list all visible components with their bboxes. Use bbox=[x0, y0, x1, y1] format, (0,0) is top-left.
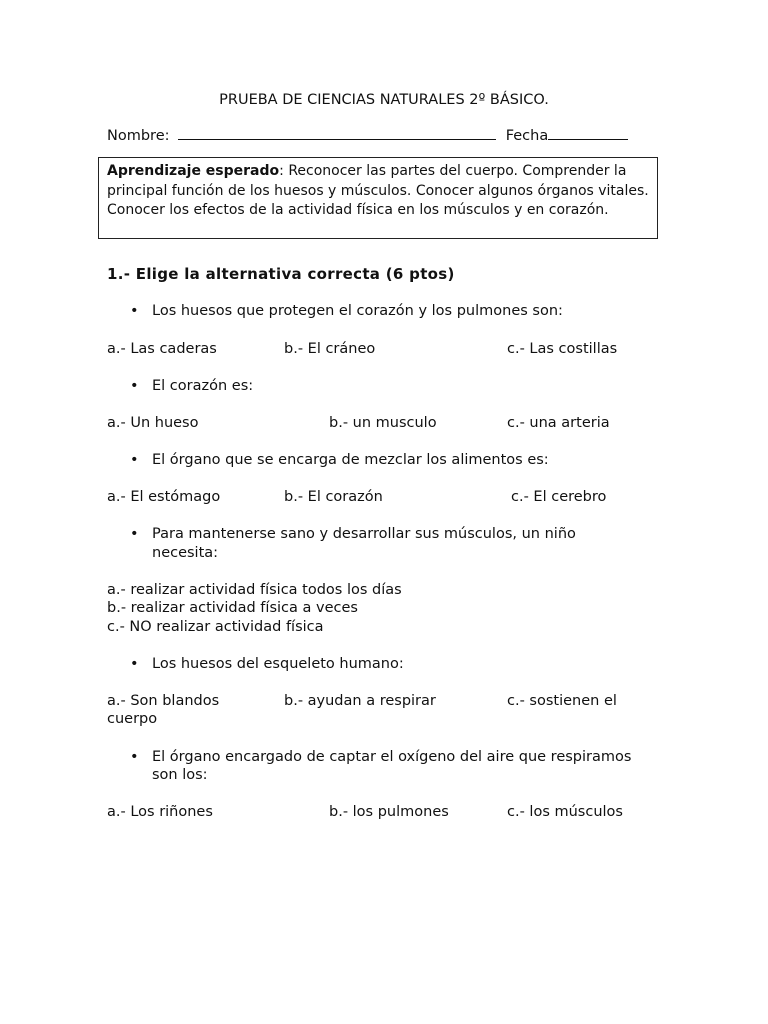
expected-learning-body: : Reconocer las partes del cuerpo. Comprender la principal función de los huesos y músculos. Conocer algunos órganos vitales. Conocer los efectos de la actividad física en los músculos y en corazón. bbox=[107, 163, 649, 218]
question-1-option-b: b.- El cráneo bbox=[284, 341, 376, 357]
name-label: Nombre: bbox=[107, 128, 170, 144]
date-label: Fecha bbox=[505, 128, 549, 144]
question-3-option-b: b.- El corazón bbox=[284, 489, 383, 505]
bullet-icon: • bbox=[130, 526, 139, 542]
question-5-option-c-cont: cuerpo bbox=[107, 711, 158, 727]
question-2-text: El corazón es: bbox=[152, 378, 254, 394]
question-5-option-a: a.- Son blandos bbox=[107, 693, 220, 709]
section-heading: 1.- Elige la alternativa correcta (6 ptos) bbox=[107, 265, 455, 283]
name-date-line bbox=[107, 126, 628, 145]
date-blank[interactable] bbox=[548, 126, 628, 140]
bullet-icon: • bbox=[130, 656, 139, 672]
question-6-option-a: a.- Los riñones bbox=[107, 804, 213, 820]
name-blank[interactable] bbox=[178, 126, 496, 140]
question-2-option-a: a.- Un hueso bbox=[107, 415, 199, 431]
expected-learning-label: Aprendizaje esperado bbox=[107, 163, 280, 179]
question-3-option-c: c.- El cerebro bbox=[511, 489, 607, 505]
bullet-icon: • bbox=[130, 303, 139, 319]
question-5-option-c: c.- sostienen el bbox=[507, 693, 617, 709]
question-3-text: El órgano que se encarga de mezclar los alimentos es: bbox=[152, 452, 549, 468]
question-6-option-b: b.- los pulmones bbox=[329, 804, 449, 820]
bullet-icon: • bbox=[130, 452, 139, 468]
expected-learning-text bbox=[107, 162, 655, 221]
question-6-option-c: c.- los músculos bbox=[507, 804, 623, 820]
question-5-option-b: b.- ayudan a respirar bbox=[284, 693, 436, 709]
question-4-text-line1: Para mantenerse sano y desarrollar sus músculos, un niño bbox=[152, 526, 576, 542]
expected-learning-box bbox=[98, 157, 658, 239]
question-1-text: Los huesos que protegen el corazón y los pulmones son: bbox=[152, 303, 563, 319]
question-5-text: Los huesos del esqueleto humano: bbox=[152, 656, 404, 672]
question-4-option-c: c.- NO realizar actividad física bbox=[107, 619, 324, 635]
question-1-option-c: c.- Las costillas bbox=[507, 341, 618, 357]
question-2-option-b: b.- un musculo bbox=[329, 415, 437, 431]
question-1-option-a: a.- Las caderas bbox=[107, 341, 217, 357]
question-4-option-b: b.- realizar actividad física a veces bbox=[107, 600, 358, 616]
bullet-icon: • bbox=[130, 378, 139, 394]
question-6-text-line1: El órgano encargado de captar el oxígeno del aire que respiramos bbox=[152, 749, 632, 765]
question-3-option-a: a.- El estómago bbox=[107, 489, 221, 505]
question-4-option-a: a.- realizar actividad física todos los días bbox=[107, 582, 402, 598]
page-title: PRUEBA DE CIENCIAS NATURALES 2º BÁSICO. bbox=[219, 92, 549, 108]
question-2-option-c: c.- una arteria bbox=[507, 415, 610, 431]
question-4-text-line2: necesita: bbox=[152, 545, 219, 561]
bullet-icon: • bbox=[130, 749, 139, 765]
question-6-text-line2: son los: bbox=[152, 767, 208, 783]
